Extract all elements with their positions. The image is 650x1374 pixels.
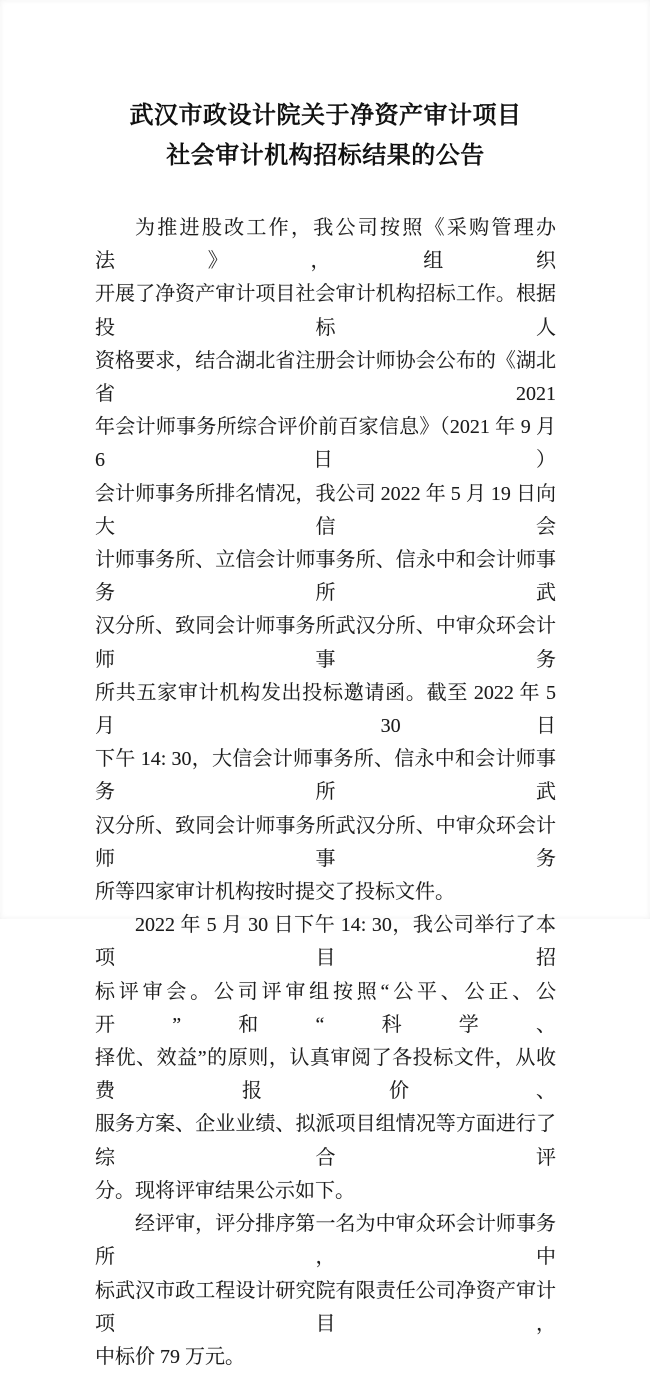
- paragraph-line: 汉分所、致同会计师事务所武汉分所、中审众环会计师事务: [95, 615, 556, 671]
- announcement-title: [95, 96, 556, 176]
- paragraph-line: 为推进股改工作，我公司按照《采购管理办法》，组织: [95, 217, 556, 273]
- paragraph-line: 计师事务所、立信会计师事务所、信永中和会计师事务所武: [95, 549, 556, 605]
- paragraph-line: 择优、效益”的原则，认真审阅了各投标文件，从收费报价、: [95, 1047, 556, 1103]
- paragraph-line: 分。现将评审结果公示如下。: [95, 1179, 355, 1202]
- paragraph-line: 会计师事务所排名情况，我公司 2022 年 5 月 19 日向大信会: [95, 482, 556, 538]
- announcement-body: [95, 212, 556, 1374]
- paragraph-line: 中标价 79 万元。: [95, 1345, 245, 1368]
- paragraph-line: 服务方案、企业业绩、拟派项目组情况等方面进行了综合评: [95, 1113, 556, 1169]
- paragraph-line: 标评审会。公司评审组按照“公平、公正、公开”和“科学、: [95, 980, 556, 1036]
- paragraph-line: 汉分所、致同会计师事务所武汉分所、中审众环会计师事务: [95, 814, 556, 870]
- paragraph-line: 下午 14: 30，大信会计师事务所、信永中和会计师事务所武: [95, 748, 556, 804]
- paragraph-line: 标武汉市政工程设计研究院有限责任公司净资产审计项目，: [95, 1279, 556, 1335]
- paragraph-line: 开展了净资产审计项目社会审计机构招标工作。根据投标人: [95, 283, 556, 339]
- paragraph-line: 资格要求，结合湖北省注册会计师协会公布的《湖北省 2021: [95, 349, 556, 406]
- title-line-1: 武汉市政设计院关于净资产审计项目: [129, 103, 522, 129]
- title-line-2: 社会审计机构招标结果的公告: [166, 143, 485, 169]
- paragraph-line: 所等四家审计机构按时提交了投标文件。: [95, 881, 455, 904]
- paragraph-line: 所共五家审计机构发出投标邀请函。截至 2022 年 5 月 30 日: [95, 681, 556, 738]
- paragraph-line: 2022 年 5 月 30 日下午 14: 30，我公司举行了本项目招: [95, 914, 556, 970]
- page-content: [95, 96, 556, 1374]
- paragraph-line: 经评审，评分排序第一名为中审众环会计师事务所，中: [95, 1213, 556, 1269]
- paragraph-line: 年会计师事务所综合评价前百家信息》（2021 年 9 月 6 日）: [95, 416, 556, 472]
